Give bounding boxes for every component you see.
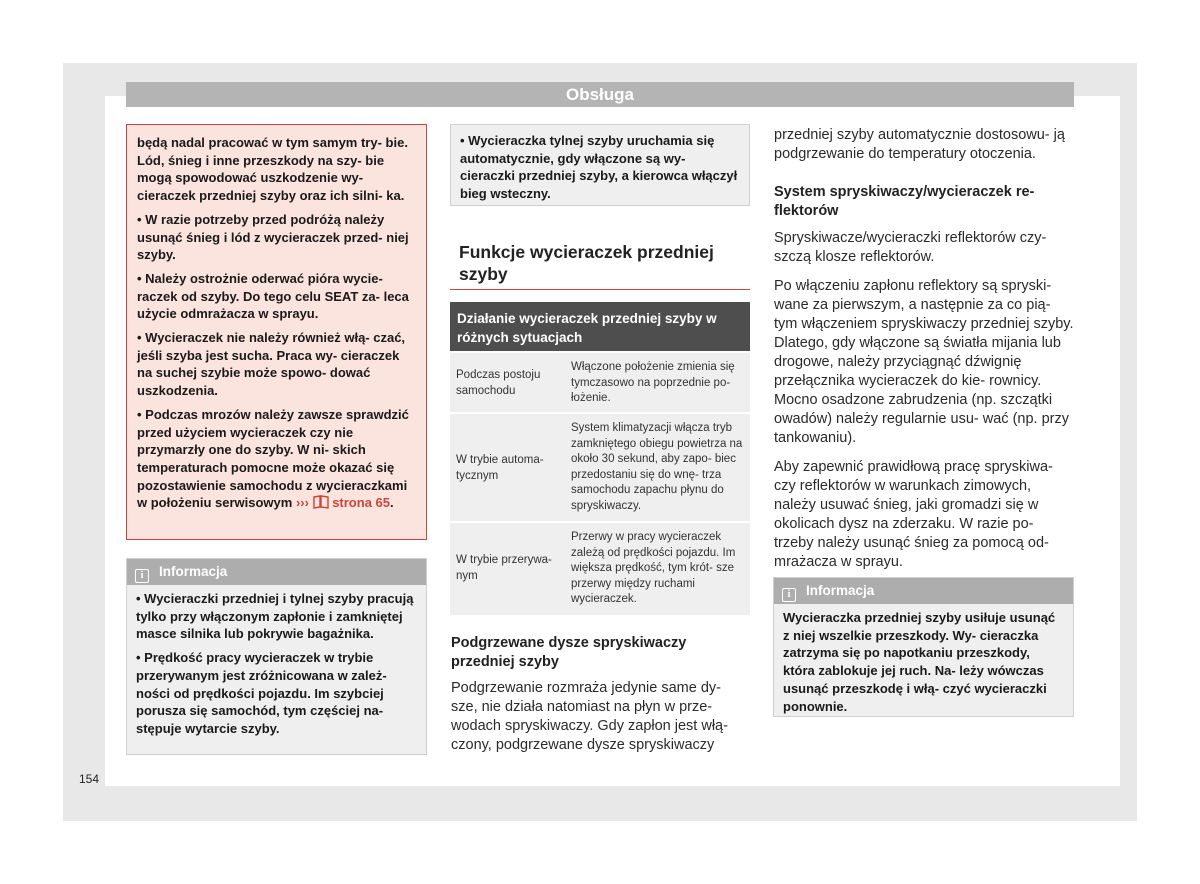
subsection-heading: Podgrzewane dysze spryskiwaczy przedniej szyby <box>451 635 687 670</box>
table-row <box>450 414 750 521</box>
info-box-header <box>774 578 1073 604</box>
info-paragraph: Wycieraczka przedniej szyby usiłuje usunąć z niej wszelkie przeszkody. Wy- cieraczka zatrzyma się po napotkaniu przeszkody, która zablokuje jej ruch. Na- leży wówczas usunąć przeszkodę i włą- czyć wycieraczki ponownie. <box>783 610 1056 714</box>
body-paragraph: przedniej szyby automatycznie dostosowu- ją podgrzewanie do temperatury otoczenia. <box>774 127 1065 162</box>
warning-paragraph: • Wycieraczek nie należy również włą- czać, jeśli szyba jest sucha. Praca wy- cieraczek na suchej szybie może spowo- dować uszkodzenia. <box>137 330 406 399</box>
info-box <box>126 558 427 755</box>
info-box-body <box>127 585 426 738</box>
section-heading: Funkcje wycieraczek przedniej szyby <box>450 241 750 290</box>
table-cell-situation: Podczas postoju samochodu <box>456 369 541 397</box>
table-header: Działanie wycieraczek przedniej szyby w różnych sytuacjach <box>450 302 750 351</box>
warning-paragraph: • W razie potrzeby przed podróżą należy usunąć śnieg i lód z wycieraczek przed- niej szyby. <box>137 211 409 263</box>
body-paragraph: Spryskiwacze/wycieraczki reflektorów czy- szczą klosze reflektorów. <box>774 230 1047 265</box>
info-box-title: Informacja <box>806 583 875 598</box>
body-text-block <box>774 229 1074 582</box>
info-icon: i <box>135 569 149 583</box>
table-cell-behavior: System klimatyzacji włącza tryb zamkniętego obiegu powietrza na około 30 sekund, aby zapo- biec przedostaniu się do wnę- trza samochodu zapachu płynu do spryskiwaczy. <box>571 422 743 512</box>
warning-paragraph <box>137 406 416 512</box>
info-box-body <box>774 604 1073 715</box>
warning-paragraph: będą nadal pracować w tym samym try- bie. Lód, śnieg i inne przeszkody na szy- bie mogą spowodować uszkodzenie wy- cieraczek przedniej szyby oraz ich silni- ka. <box>137 135 408 204</box>
info-paragraph: • Wycieraczki przedniej i tylnej szyby pracują tylko przy włączonym zapłonie i zamkniętej masce silnika lub pokrywie bagażnika. <box>136 591 414 642</box>
chapter-header: Obsługa <box>126 82 1074 107</box>
warning-box <box>126 124 427 540</box>
reference-period: . <box>390 495 394 511</box>
note-box: • Wycieraczka tylnej szyby uruchamia się automatycznie, gdy włączone są wy- cieraczki przedniej szyby, a kierowca włączył bieg wsteczny. <box>450 124 750 206</box>
page-reference-link[interactable]: strona 65 <box>332 495 390 511</box>
info-box-title: Informacja <box>159 564 228 579</box>
body-paragraph: Aby zapewnić prawidłową pracę spryskiwa- czy reflektorów w warunkach zimowych, należy usuwać śnieg, jaki gromadzi się w okolicach dysz na zderzaku. W razie po- trzeby należy usunąć śnieg za pomocą od- mrażacza w sprayu. <box>774 459 1053 570</box>
table-row <box>450 353 750 412</box>
table-cell-behavior: Włączone położenie zmienia się tymczasowo na poprzednie po- łożenie. <box>571 361 735 404</box>
subsection-heading: System spryskiwaczy/wycieraczek re- flektorów <box>774 184 1035 219</box>
info-box <box>773 577 1074 717</box>
info-paragraph: • Prędkość pracy wycieraczek w trybie przerywanym jest zróżnicowana w zależ- ności od prędkości pojazdu. Im szybciej porusza się samochód, tym częściej na- stępuje wytarcie szyby. <box>136 650 387 736</box>
warning-paragraph: • Należy ostrożnie oderwać pióra wycie- raczek od szyby. Do tego celu SEAT za- leca użycie odmrażacza w sprayu. <box>137 270 409 322</box>
reference-arrow: ››› <box>295 495 309 511</box>
body-paragraph: Podgrzewanie rozmraża jedynie same dy- sze, nie działa natomiast na płyn w prze- wodach spryskiwaczy. Gdy zapłon jest włą- czony, podgrzewane dysze spryskiwaczy <box>451 680 728 753</box>
page-number: 154 <box>79 772 100 786</box>
info-box-header <box>127 559 426 585</box>
table-row <box>450 523 750 615</box>
warning-paragraph-text: • Podczas mrozów należy zawsze sprawdzić przed użyciem wycieraczek czy nie przymarzły one do szyby. W ni- skich temperaturach pomocne może okazać się pozostawienie samochodu z wycieraczkami w położeniu serwisowym <box>137 406 409 511</box>
table-cell-situation: W trybie przerywa- nym <box>456 554 552 582</box>
body-paragraph: Po włączeniu zapłonu reflektory są spryski- wane za pierwszym, a następnie za co pią- tym włączeniem spryskiwaczy przedniej szyby. Dlatego, gdy włączone są światła mijania lub drogowe, należy przyciągnąć dźwignię przełącznika wycieraczek do kie- rownicy. Mocno osadzone zabrudzenia (np. szczątki owadów) należy regularnie usu- wać (np. przy tankowaniu). <box>774 278 1074 446</box>
book-icon <box>313 495 333 510</box>
table-cell-situation: W trybie automa- tycznym <box>456 454 544 482</box>
info-icon: i <box>782 588 796 602</box>
table-cell-behavior: Przerwy w pracy wycieraczek zależą od prędkości pojazdu. Im większa prędkość, tym krót- sze przerwy między ruchami wycieraczek. <box>571 531 736 605</box>
